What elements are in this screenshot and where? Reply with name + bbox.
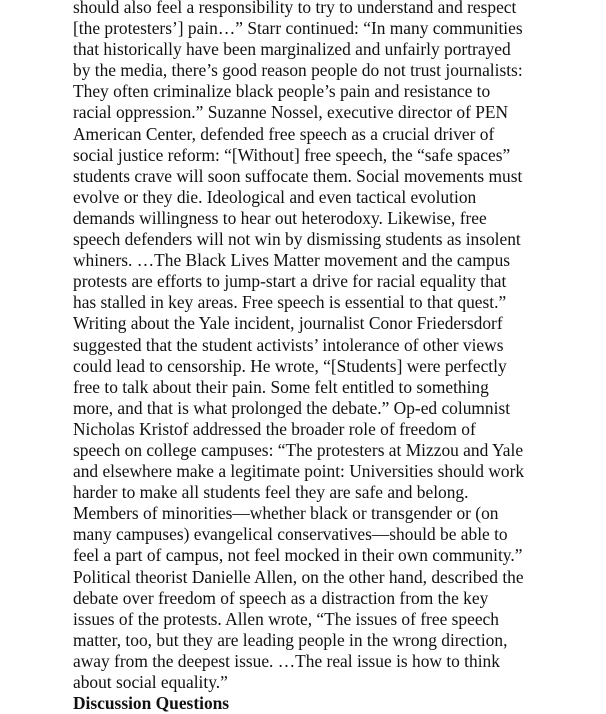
text-line: They often criminalize black people’s pain and resistance to bbox=[73, 81, 491, 102]
text-line: debate over freedom of speech as a distraction from the key bbox=[73, 587, 489, 608]
text-line: American Center, defended free speech as a crucial driver of bbox=[73, 123, 495, 144]
text-line: Writing about the Yale incident, journalist Conor Friedersdorf bbox=[73, 313, 503, 334]
text-line: could lead to censorship. He wrote, “[Students] were perfectly bbox=[73, 355, 507, 376]
text-line: has stalled in key areas. Free speech is essential to that quest.” bbox=[73, 292, 507, 313]
document-page bbox=[73, 0, 593, 714]
text-line: social justice reform: “[Without] free speech, the “safe spaces” bbox=[73, 144, 511, 165]
text-line: racial oppression.” Suzanne Nossel, executive director of PEN bbox=[73, 102, 509, 123]
text-line: by the media, there’s good reason people do not trust journalists: bbox=[73, 60, 523, 81]
text-line: Nicholas Kristof addressed the broader role of freedom of bbox=[73, 418, 476, 439]
text-line: speech on college campuses: “The protesters at Mizzou and Yale bbox=[73, 439, 524, 460]
section-heading: Discussion Questions bbox=[73, 693, 230, 714]
text-line: should also feel a responsibility to try to understand and respect bbox=[73, 0, 517, 17]
text-line: many campuses) evangelical conservatives—should be able to bbox=[73, 524, 508, 545]
text-line: free to talk about their pain. Some felt entitled to something bbox=[73, 376, 489, 397]
text-line: matter, too, but they are leading people in the wrong direction, bbox=[73, 629, 508, 650]
text-line: protests are efforts to jump-start a drive for racial equality that bbox=[73, 271, 507, 292]
text-line: and elsewhere make a legitimate point: Universities should work bbox=[73, 461, 525, 482]
text-line: issues of the protests. Allen wrote, “The issues of free speech bbox=[73, 608, 499, 629]
text-line: whiners. …The Black Lives Matter movement and the campus bbox=[73, 250, 511, 271]
text-line: evolve or they die. Ideological and even tactical evolution bbox=[73, 186, 477, 207]
text-line: more, and that is what prolonged the debate.” Op-ed columnist bbox=[73, 397, 511, 418]
text-line: feel a part of campus, not feel mocked in their own community.” bbox=[73, 545, 523, 566]
text-line: demands willingness to hear out heterodoxy. Likewise, free bbox=[73, 207, 487, 228]
text-line: [the protesters’] pain…” Starr continued: “In many communities bbox=[73, 18, 523, 39]
body-paragraph bbox=[73, 0, 593, 693]
text-line: Members of minorities—whether black or transgender or (on bbox=[73, 503, 499, 524]
text-line: Political theorist Danielle Allen, on the other hand, described the bbox=[73, 566, 524, 587]
text-line: that historically have been marginalized and unfairly portrayed bbox=[73, 39, 511, 60]
text-line: away from the deepest issue. …The real issue is how to think bbox=[73, 650, 500, 671]
text-line: speech defenders will not win by dismissing students as insolent bbox=[73, 229, 521, 250]
text-line: about social equality.” bbox=[73, 672, 228, 692]
text-line: harder to make all students feel they are safe and belong. bbox=[73, 482, 469, 503]
text-line: suggested that the student activists’ intolerance of other views bbox=[73, 334, 504, 355]
text-line: students crave will soon suffocate them. Social movements must bbox=[73, 165, 523, 186]
